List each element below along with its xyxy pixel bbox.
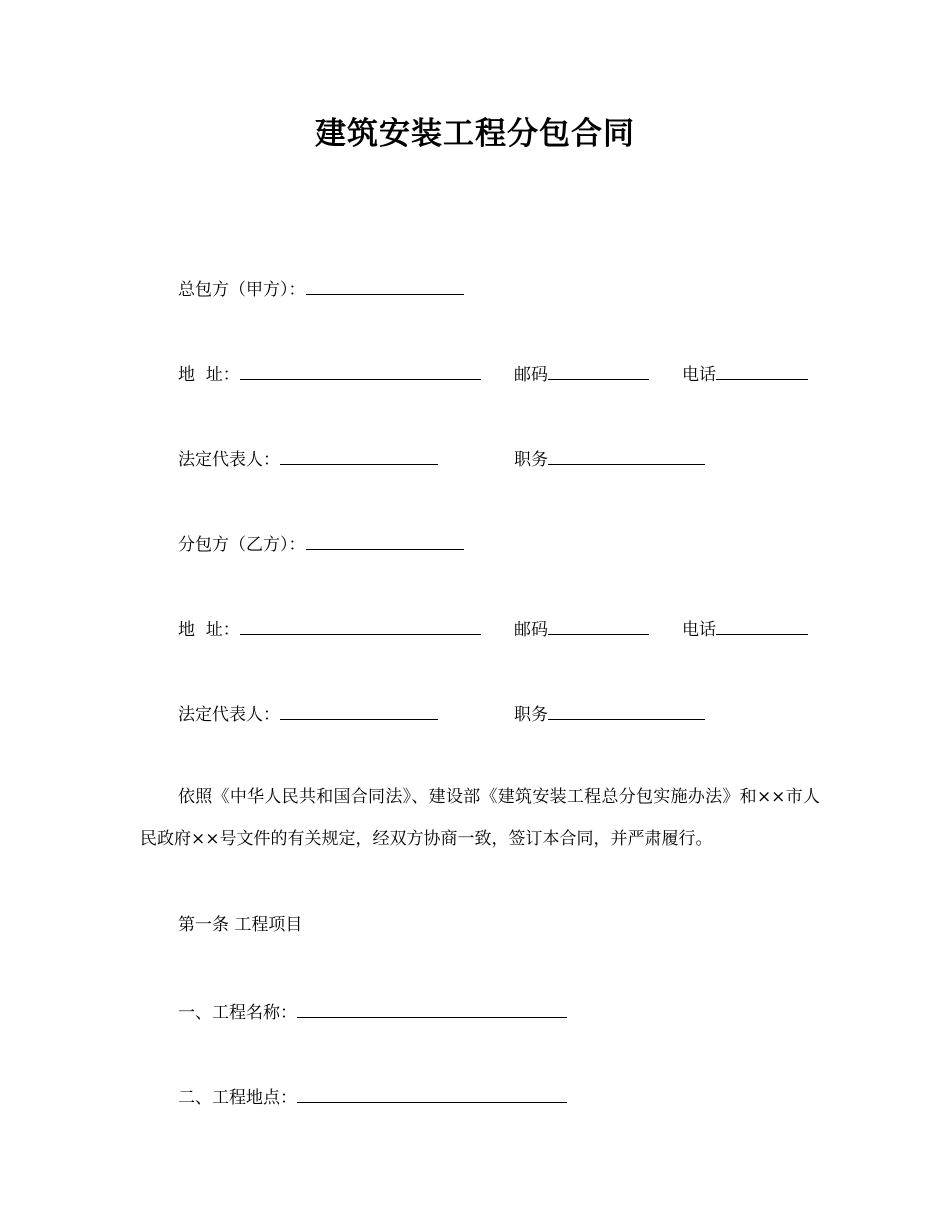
party-b-position-blank[interactable] <box>548 701 705 720</box>
article-1-heading: 第一条 工程项目 <box>178 915 303 935</box>
project-name-label: 一、工程名称： <box>178 1003 297 1023</box>
party-a-postcode-blank[interactable] <box>548 361 649 380</box>
party-a-rep-label: 法定代表人： <box>178 450 280 470</box>
party-a-position-blank[interactable] <box>548 446 705 465</box>
party-a-address-label: 地 址： <box>178 365 240 385</box>
party-b-address-row <box>178 616 481 642</box>
party-a-name-label: 总包方（甲方）： <box>178 280 306 300</box>
party-a-name-row <box>178 276 464 302</box>
party-b-postcode-label: 邮码 <box>514 620 548 640</box>
party-b-postcode-blank[interactable] <box>548 616 649 635</box>
party-b-phone-label: 电话 <box>682 620 716 640</box>
party-a-position-label: 职务 <box>514 450 548 470</box>
project-name-blank[interactable] <box>297 999 567 1018</box>
party-b-rep-blank[interactable] <box>280 701 438 720</box>
party-a-name-blank[interactable] <box>306 276 464 295</box>
party-b-position-label: 职务 <box>514 705 548 725</box>
party-a-position-row <box>514 446 705 472</box>
document-title: 建筑安装工程分包合同 <box>315 116 635 152</box>
party-a-postcode-row <box>514 361 649 387</box>
party-b-position-row <box>514 701 705 727</box>
party-b-name-label: 分包方（乙方）： <box>178 535 306 555</box>
party-a-address-blank[interactable] <box>240 361 481 380</box>
party-b-phone-blank[interactable] <box>716 616 808 635</box>
preamble-paragraph: 依照《中华人民共和国合同法》、建设部《建筑安装工程总分包实施办法》和××市人民政府××号文件的有关规定，经双方协商一致，签订本合同，并严肃履行。 <box>140 787 820 849</box>
party-a-postcode-label: 邮码 <box>514 365 548 385</box>
party-b-name-row <box>178 531 464 557</box>
party-a-rep-blank[interactable] <box>280 446 438 465</box>
project-location-label: 二、工程地点： <box>178 1088 297 1108</box>
project-name-row <box>178 999 567 1025</box>
party-a-rep-row <box>178 446 438 472</box>
party-b-rep-label: 法定代表人： <box>178 705 280 725</box>
party-b-phone-row <box>682 616 808 642</box>
project-location-row <box>178 1084 567 1110</box>
party-b-postcode-row <box>514 616 649 642</box>
project-location-blank[interactable] <box>297 1084 567 1103</box>
party-b-rep-row <box>178 701 438 727</box>
party-a-address-row <box>178 361 481 387</box>
party-a-phone-label: 电话 <box>682 365 716 385</box>
party-b-address-blank[interactable] <box>240 616 481 635</box>
party-b-address-label: 地 址： <box>178 620 240 640</box>
party-a-phone-blank[interactable] <box>716 361 808 380</box>
party-b-name-blank[interactable] <box>306 531 464 550</box>
party-a-phone-row <box>682 361 808 387</box>
